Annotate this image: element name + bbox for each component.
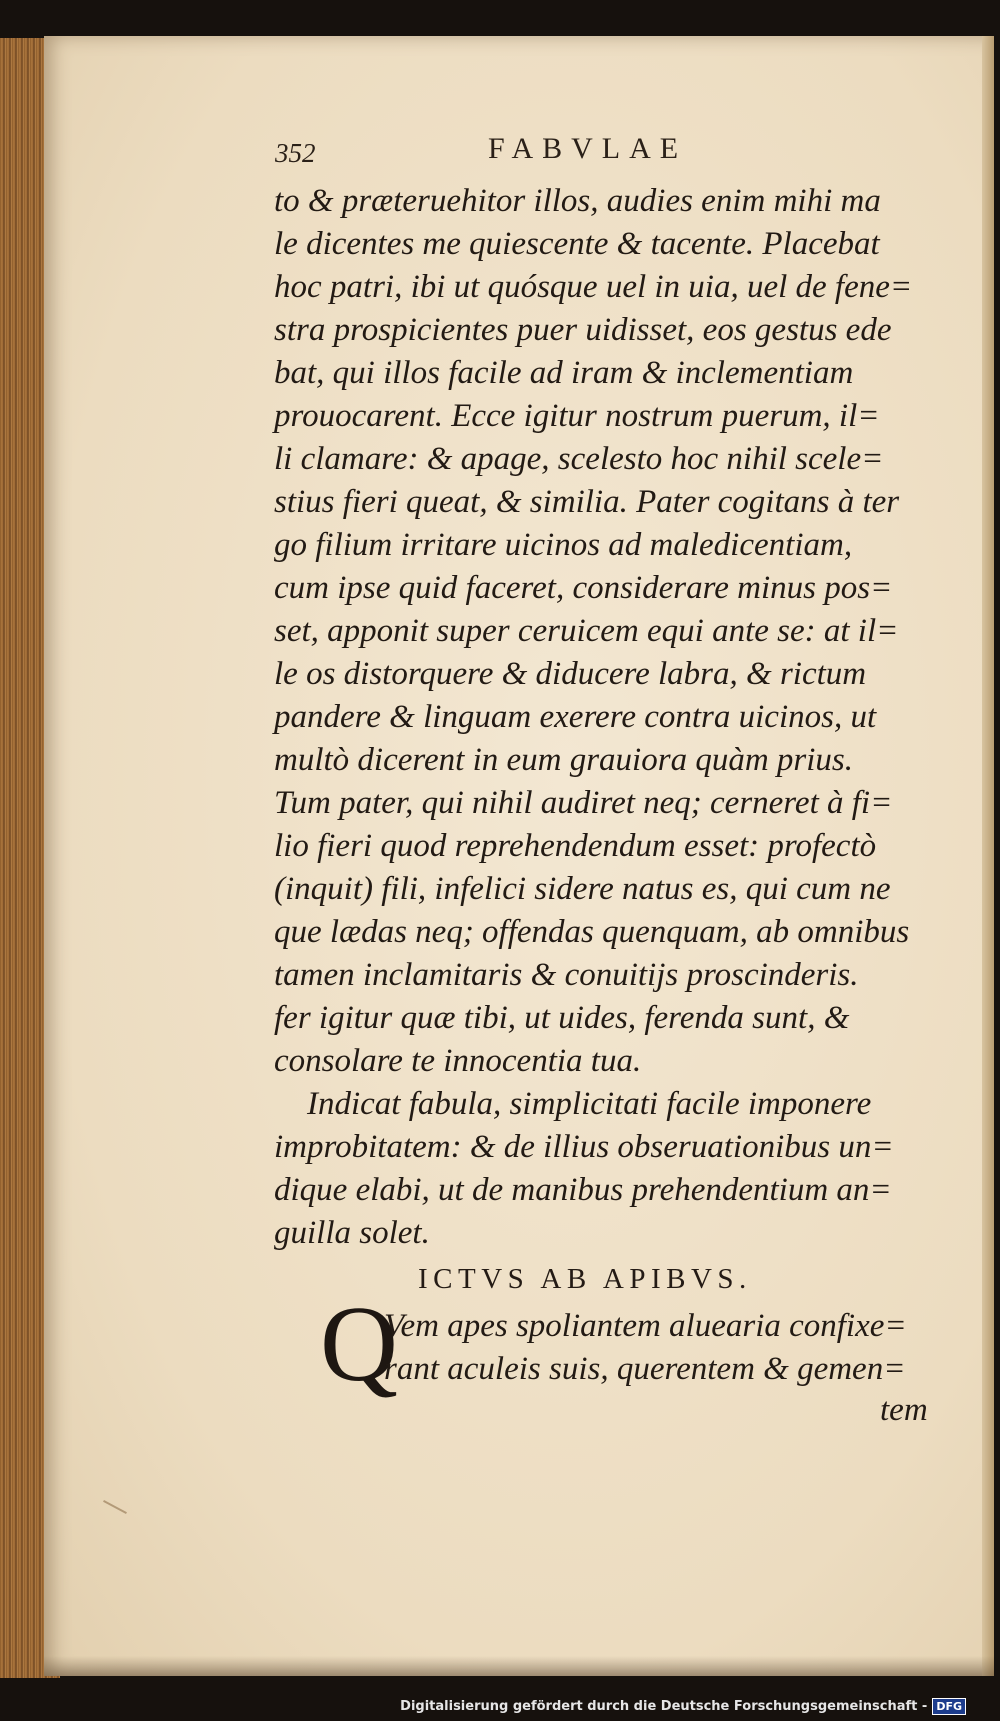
fable-line: Vem apes spoliantem aluearia confixe= <box>384 1308 907 1344</box>
body-text <box>274 180 914 1255</box>
text-line: stra prospicientes puer uidisset, eos gestus ede <box>274 312 892 348</box>
section-heading: ICTVS AB APIBVS. <box>418 1263 752 1295</box>
text-line: guilla solet. <box>274 1215 430 1251</box>
text-line: set, apponit super ceruicem equi ante se: at il= <box>274 613 899 649</box>
fable-line: rant aculeis suis, querentem & gemen= <box>384 1351 906 1387</box>
text-line: to & præteruehitor illos, audies enim mihi ma <box>274 183 881 219</box>
paper-mark <box>103 1500 127 1514</box>
drop-cap: Q <box>320 1285 398 1404</box>
text-line: le os distorquere & diducere labra, & rictum <box>274 656 867 692</box>
page-number: 352 <box>275 138 316 168</box>
text-line: le dicentes me quiescente & tacente. Placebat <box>274 226 880 262</box>
text-line: prouocarent. Ecce igitur nostrum puerum, il= <box>274 398 880 434</box>
text-line: pandere & linguam exerere contra uicinos, ut <box>274 699 877 735</box>
digitization-credit <box>400 1698 966 1715</box>
dfg-logo: DFG <box>932 1698 966 1715</box>
text-line: fer igitur quæ tibi, ut uides, ferenda sunt, & <box>274 1000 850 1036</box>
text-line: Indicat fabula, simplicitati facile imponere <box>274 1086 872 1122</box>
fable-text <box>384 1305 914 1391</box>
text-line: que lædas neq; offendas quenquam, ab omnibus <box>274 914 910 950</box>
text-line: lio fieri quod reprehendendum esset: profectò <box>274 828 877 864</box>
text-line: tamen inclamitaris & conuitijs proscinderis. <box>274 957 859 993</box>
text-line: go filium irritare uicinos ad maledicentiam, <box>274 527 853 563</box>
credit-text: Digitalisierung gefördert durch die Deutsche Forschungsgemeinschaft - <box>400 1699 928 1714</box>
text-line: dique elabi, ut de manibus prehendentium an= <box>274 1172 892 1208</box>
text-line: Tum pater, qui nihil audiret neq; cerneret à fi= <box>274 785 893 821</box>
text-line: li clamare: & apage, scelesto hoc nihil scele= <box>274 441 884 477</box>
text-line: stius fieri queat, & similia. Pater cogitans à ter <box>274 484 900 520</box>
page-header <box>275 102 915 168</box>
text-line: multò dicerent in eum grauiora quàm prius. <box>274 742 853 778</box>
catchword: tem <box>880 1392 928 1428</box>
page-bottom-shadow <box>44 1656 994 1676</box>
text-line: hoc patri, ibi ut quósque uel in uia, uel de fene= <box>274 269 913 305</box>
text-line: improbitatem: & de illius obseruationibus un= <box>274 1129 894 1165</box>
running-title: FABVLAE <box>488 132 688 165</box>
text-line: cum ipse quid faceret, considerare minus pos= <box>274 570 893 606</box>
text-line: (inquit) fili, infelici sidere natus es, qui cum ne <box>274 871 891 907</box>
text-line: consolare te innocentia tua. <box>274 1043 642 1079</box>
text-line: bat, qui illos facile ad iram & inclementiam <box>274 355 854 391</box>
page-right-edge <box>982 36 994 1676</box>
